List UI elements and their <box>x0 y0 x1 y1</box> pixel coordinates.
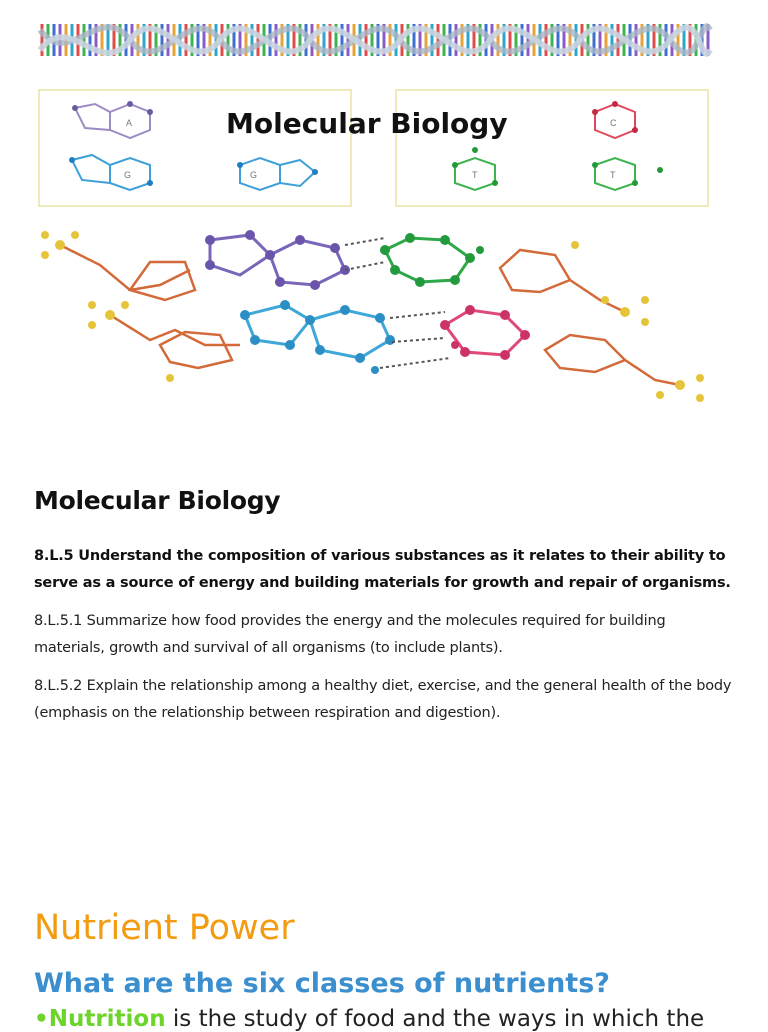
molecular-biology-illustration <box>0 0 768 430</box>
nutrition-text: is the study of food and the ways in which the <box>165 1006 705 1032</box>
nutrition-definition <box>34 1006 734 1032</box>
base-label: T <box>472 170 478 180</box>
base-label: G <box>250 170 258 180</box>
base-label: A <box>126 118 133 128</box>
standard-point-2: 8.L.5.2 Explain the relationship among a healthy diet, exercise, and the general health of the body (emphasis on the relationship between respiration and digestion). <box>34 678 732 721</box>
dna-helix-banner <box>40 24 710 56</box>
base-pair-molecule <box>41 230 704 402</box>
page-heading: Molecular Biology <box>34 486 281 515</box>
nutrition-bullet: • <box>34 1006 49 1032</box>
slide-image <box>0 0 768 430</box>
slide-title: Molecular Biology <box>226 107 508 140</box>
base-label: C <box>610 118 617 128</box>
base-label: G <box>124 170 132 180</box>
base-label: T <box>610 170 616 180</box>
nutrition-term: Nutrition <box>48 1006 166 1032</box>
nutrient-power-title: Nutrient Power <box>34 908 295 948</box>
standard-point-1: 8.L.5.1 Summarize how food provides the energy and the molecules required for building materials, growth and survival of all organisms (to include plants). <box>34 613 666 656</box>
standard-text: 8.L.5 Understand the composition of various substances as it relates to their ability to serve as a source of energy and building materials for growth and repair of organisms. <box>34 548 731 591</box>
nutrients-question: What are the six classes of nutrients? <box>34 968 610 999</box>
